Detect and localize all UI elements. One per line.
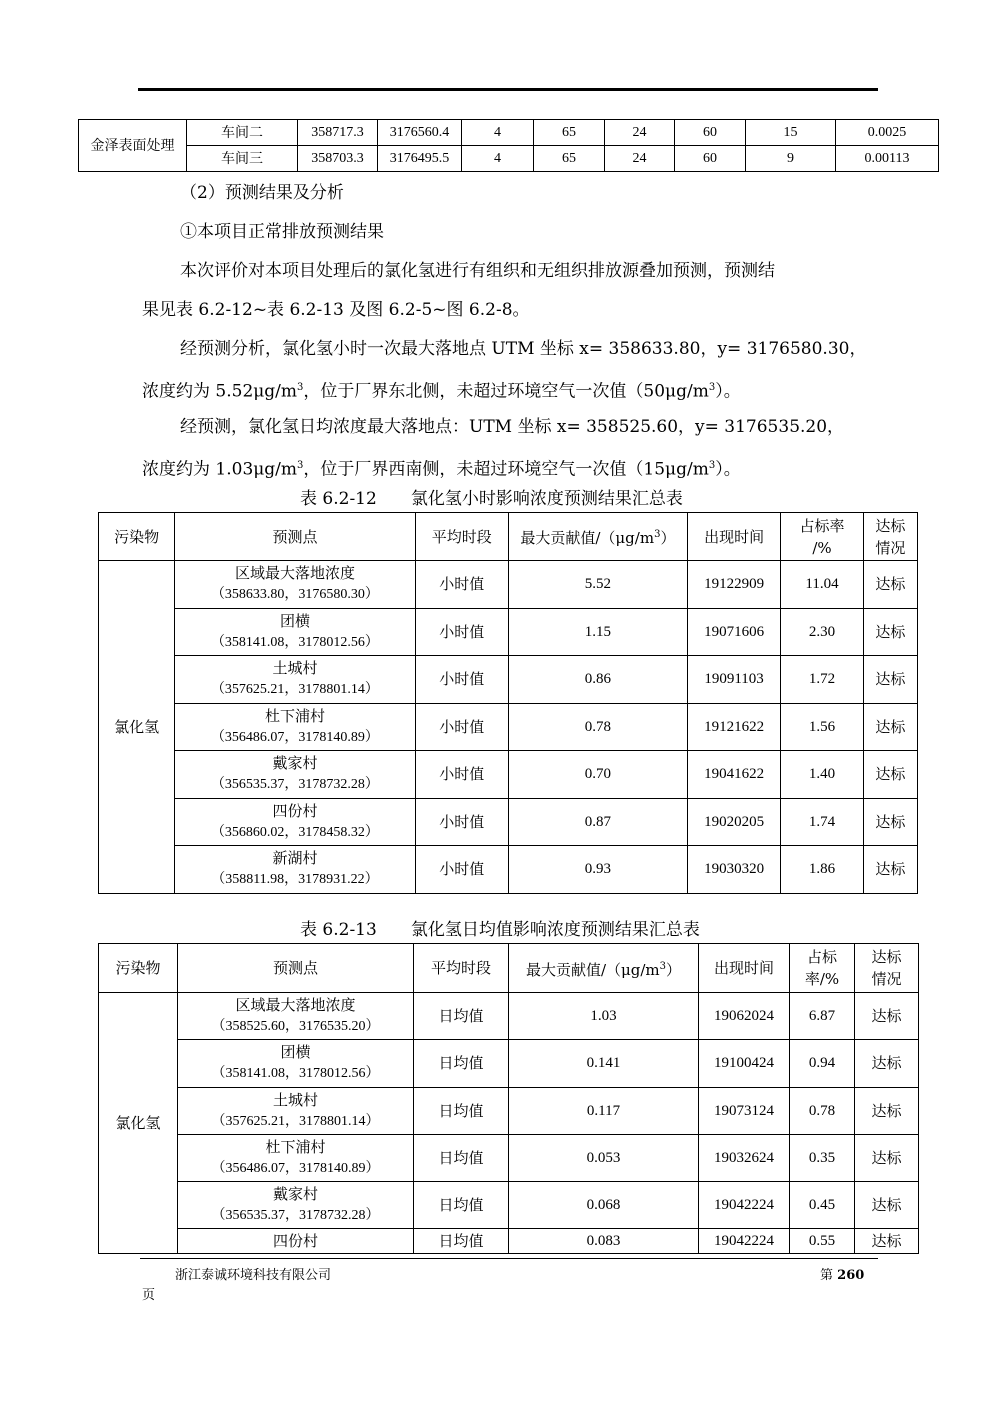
- header-status: 达标 情况: [855, 944, 919, 993]
- ratio-cell: 0.55: [790, 1229, 855, 1254]
- header-point: 预测点: [178, 944, 414, 993]
- point-cell: 新湖村 （358811.98，3178931.22）: [175, 846, 415, 894]
- table-row: [99, 798, 918, 846]
- status-cell: 达标: [855, 1182, 919, 1229]
- value-cell: 1.03: [509, 993, 699, 1040]
- section-heading: （2）预测结果及分析: [180, 183, 344, 203]
- pollutant-cell: 氯化氢: [99, 993, 178, 1254]
- status-cell: 达标: [863, 656, 917, 704]
- point-cell: 杜下浦村 （356486.07，3178140.89）: [178, 1134, 414, 1181]
- paragraph-line: 浓度约为 $5.52\mu g/m^3$，位于厂界东北侧，未超过环境空气一次值$(50\mu g/m^3)$。: [142, 381, 741, 402]
- header-time: 出现时间: [699, 944, 790, 993]
- period-cell: 小时值: [415, 751, 508, 799]
- workshop-cell: 车间二: [187, 120, 298, 146]
- footer-company: 浙江泰诚环境科技有限公司: [175, 1268, 332, 1283]
- paragraph-line: 浓度约为 $1.03\mu g/m^3$，位于厂界西南侧，未超过环境空气一次值$(15\mu g/m^3)$。: [142, 459, 741, 480]
- time-cell: 19032624: [699, 1134, 790, 1181]
- value-cell: 15: [746, 120, 836, 146]
- status-cell: 达标: [855, 993, 919, 1040]
- point-cell: 四份村 （356860.02，3178458.32）: [175, 798, 415, 846]
- ratio-cell: 1.72: [781, 656, 863, 704]
- value-cell: 5.52: [508, 561, 687, 609]
- company-cell: 金泽表面处理: [79, 120, 187, 172]
- ratio-cell: 1.56: [781, 703, 863, 751]
- period-cell: 日均值: [414, 993, 509, 1040]
- table-row: [99, 656, 918, 704]
- header-rule: [138, 88, 878, 91]
- footer-page-number: 第 260: [820, 1268, 865, 1283]
- ratio-cell: 1.86: [781, 846, 863, 894]
- value-cell: 0.93: [508, 846, 687, 894]
- point-cell: 四份村: [178, 1229, 414, 1254]
- time-cell: 19121622: [687, 703, 780, 751]
- period-cell: 日均值: [414, 1229, 509, 1254]
- status-cell: 达标: [855, 1040, 919, 1087]
- time-cell: 19020205: [687, 798, 780, 846]
- y-cell: 3176560.4: [378, 120, 462, 146]
- point-cell: 团横 （358141.08，3178012.56）: [175, 608, 415, 656]
- status-cell: 达标: [863, 751, 917, 799]
- table-row: [79, 120, 939, 146]
- value-cell: 60: [675, 120, 746, 146]
- paragraph-line: 本次评价对本项目处理后的氯化氢进行有组织和无组织排放源叠加预测，预测结: [180, 261, 775, 281]
- time-cell: 19073124: [699, 1087, 790, 1134]
- value-cell: 60: [675, 146, 746, 172]
- subsection-heading: ①本项目正常排放预测结果: [180, 222, 384, 242]
- header-ratio: 占标 率/%: [790, 944, 855, 993]
- header-period: 平均时段: [415, 513, 508, 561]
- ratio-cell: 11.04: [781, 561, 863, 609]
- ratio-cell: 0.94: [790, 1040, 855, 1087]
- header-max: 最大贡献值$/(\mu g/m^3)$: [508, 513, 687, 561]
- status-cell: 达标: [855, 1229, 919, 1254]
- time-cell: 19042224: [699, 1229, 790, 1254]
- value-cell: 0.78: [508, 703, 687, 751]
- status-cell: 达标: [863, 798, 917, 846]
- value-cell: 0.117: [509, 1087, 699, 1134]
- value-cell: 65: [534, 146, 605, 172]
- period-cell: 小时值: [415, 608, 508, 656]
- status-cell: 达标: [863, 561, 917, 609]
- ratio-cell: 0.78: [790, 1087, 855, 1134]
- time-cell: 19091103: [687, 656, 780, 704]
- paragraph-line: 经预测，氯化氢日均浓度最大落地点：UTM 坐标 x= 358525.60，y= 3176535.20，: [180, 417, 845, 437]
- footer-page-suffix: 页: [142, 1288, 156, 1303]
- value-cell: 0.87: [508, 798, 687, 846]
- table-row: [99, 993, 919, 1040]
- daily-table: [98, 943, 919, 1254]
- value-cell: 0.70: [508, 751, 687, 799]
- time-cell: 19122909: [687, 561, 780, 609]
- header-ratio: 占标率 /%: [781, 513, 863, 561]
- x-cell: 358717.3: [298, 120, 378, 146]
- period-cell: 日均值: [414, 1040, 509, 1087]
- time-cell: 19041622: [687, 751, 780, 799]
- table-caption: 表 6.2-13 氯化氢日均值影响浓度预测结果汇总表: [300, 920, 700, 940]
- point-cell: 土城村 （357625.21，3178801.14）: [178, 1087, 414, 1134]
- ratio-cell: 0.35: [790, 1134, 855, 1181]
- hourly-table: [98, 512, 918, 894]
- ratio-cell: 0.45: [790, 1182, 855, 1229]
- ratio-cell: 6.87: [790, 993, 855, 1040]
- time-cell: 19062024: [699, 993, 790, 1040]
- paragraph-line: 经预测分析，氯化氢小时一次最大落地点 UTM 坐标 x= 358633.80，y= 3176580.30，: [180, 339, 867, 359]
- period-cell: 小时值: [415, 703, 508, 751]
- status-cell: 达标: [863, 846, 917, 894]
- ratio-cell: 1.40: [781, 751, 863, 799]
- period-cell: 日均值: [414, 1182, 509, 1229]
- point-cell: 区域最大落地浓度 （358633.80，3176580.30）: [175, 561, 415, 609]
- source-table: [78, 119, 939, 172]
- point-cell: 杜下浦村 （356486.07，3178140.89）: [175, 703, 415, 751]
- point-cell: 团横 （358141.08，3178012.56）: [178, 1040, 414, 1087]
- table-header-row: [99, 944, 919, 993]
- table-row: [99, 1040, 919, 1087]
- value-cell: 0.00113: [836, 146, 939, 172]
- table-row: [99, 608, 918, 656]
- ratio-cell: 2.30: [781, 608, 863, 656]
- value-cell: 65: [534, 120, 605, 146]
- table-row: [99, 1182, 919, 1229]
- table-row: [99, 846, 918, 894]
- period-cell: 小时值: [415, 561, 508, 609]
- footer-rule: [140, 1258, 878, 1259]
- header-pollutant: 污染物: [99, 944, 178, 993]
- table-row: [99, 1087, 919, 1134]
- table-header-row: [99, 513, 918, 561]
- header-max: 最大贡献值$/(\mu g/m^3)$: [509, 944, 699, 993]
- header-time: 出现时间: [687, 513, 780, 561]
- y-cell: 3176495.5: [378, 146, 462, 172]
- ratio-cell: 1.74: [781, 798, 863, 846]
- table-row: [99, 1134, 919, 1181]
- table-row: [99, 751, 918, 799]
- time-cell: 19030320: [687, 846, 780, 894]
- point-cell: 戴家村 （356535.37，3178732.28）: [175, 751, 415, 799]
- period-cell: 小时值: [415, 846, 508, 894]
- time-cell: 19100424: [699, 1040, 790, 1087]
- period-cell: 小时值: [415, 798, 508, 846]
- paragraph-line: 果见表 6.2-12~表 6.2-13 及图 6.2-5~图 6.2-8。: [142, 300, 530, 320]
- point-cell: 土城村 （357625.21，3178801.14）: [175, 656, 415, 704]
- period-cell: 日均值: [414, 1087, 509, 1134]
- pollutant-cell: 氯化氢: [99, 561, 175, 894]
- header-pollutant: 污染物: [99, 513, 175, 561]
- period-cell: 日均值: [414, 1134, 509, 1181]
- status-cell: 达标: [863, 608, 917, 656]
- time-cell: 19071606: [687, 608, 780, 656]
- value-cell: 0.0025: [836, 120, 939, 146]
- header-period: 平均时段: [414, 944, 509, 993]
- time-cell: 19042224: [699, 1182, 790, 1229]
- point-cell: 区域最大落地浓度 （358525.60，3176535.20）: [178, 993, 414, 1040]
- value-cell: 0.068: [509, 1182, 699, 1229]
- value-cell: 0.083: [509, 1229, 699, 1254]
- value-cell: 4: [462, 120, 534, 146]
- x-cell: 358703.3: [298, 146, 378, 172]
- period-cell: 小时值: [415, 656, 508, 704]
- status-cell: 达标: [855, 1087, 919, 1134]
- table-row: [99, 561, 918, 609]
- table-row: [79, 146, 939, 172]
- header-status: 达标 情况: [863, 513, 917, 561]
- value-cell: 24: [605, 146, 675, 172]
- value-cell: 24: [605, 120, 675, 146]
- workshop-cell: 车间三: [187, 146, 298, 172]
- point-cell: 戴家村 （356535.37，3178732.28）: [178, 1182, 414, 1229]
- table-row: [99, 1229, 919, 1254]
- value-cell: 1.15: [508, 608, 687, 656]
- header-point: 预测点: [175, 513, 415, 561]
- value-cell: 4: [462, 146, 534, 172]
- table-row: [99, 703, 918, 751]
- value-cell: 0.141: [509, 1040, 699, 1087]
- value-cell: 0.053: [509, 1134, 699, 1181]
- value-cell: 0.86: [508, 656, 687, 704]
- value-cell: 9: [746, 146, 836, 172]
- status-cell: 达标: [863, 703, 917, 751]
- status-cell: 达标: [855, 1134, 919, 1181]
- table-caption: 表 6.2-12 氯化氢小时影响浓度预测结果汇总表: [300, 489, 683, 509]
